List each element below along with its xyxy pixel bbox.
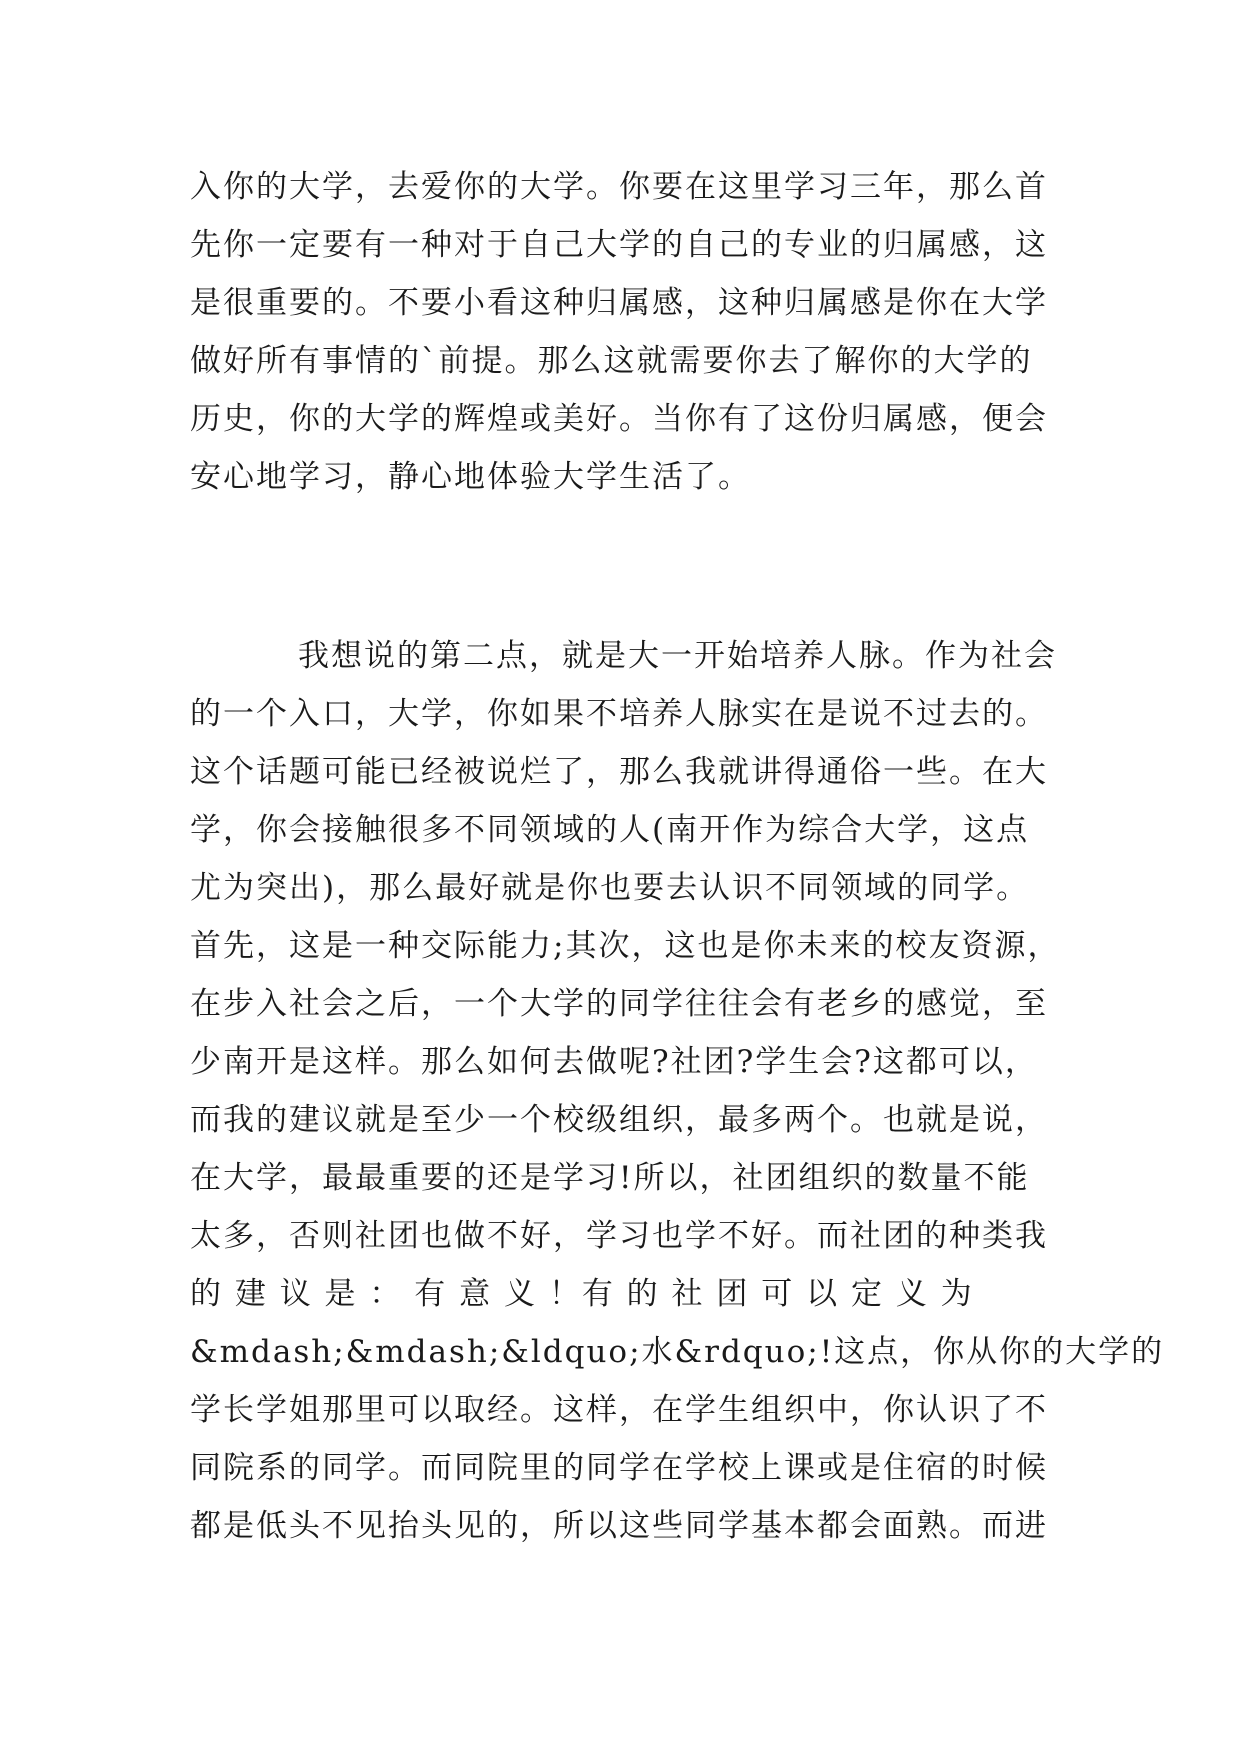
text-line: 少南开是这样。那么如何去做呢?社团?学生会?这都可以， [190, 1044, 1038, 1080]
text-line: 做好所有事情的`前提。那么这就需要你去了解你的大学的 [190, 343, 1033, 379]
text-line: 学，你会接触很多不同领域的人(南开作为综合大学，这点 [190, 812, 1030, 848]
text-line: 先你一定要有一种对于自己大学的自己的专业的归属感，这 [190, 227, 1048, 263]
text-line: 历史，你的大学的辉煌或美好。当你有了这份归属感，便会 [190, 401, 1048, 437]
text-line: 安心地学习，静心地体验大学生活了。 [190, 459, 751, 495]
text-line: 入你的大学，去爱你的大学。你要在这里学习三年，那么首 [190, 169, 1048, 205]
text-line: 尤为突出)，那么最好就是你也要去认识不同领域的同学。 [190, 870, 1030, 906]
text-line: 同院系的同学。而同院里的同学在学校上课或是住宿的时候 [190, 1450, 1048, 1486]
text-line: 都是低头不见抬头见的，所以这些同学基本都会面熟。而进 [190, 1508, 1048, 1544]
paragraph-1 [190, 158, 1070, 506]
text-line: 学长学姐那里可以取经。这样，在学生组织中，你认识了不 [190, 1392, 1048, 1428]
text-line: 在步入社会之后，一个大学的同学往往会有老乡的感觉，至 [190, 986, 1048, 1022]
paragraph-2 [190, 627, 1165, 1555]
text-line: 这个话题可能已经被说烂了，那么我就讲得通俗一些。在大 [190, 754, 1048, 790]
text-line: 太多，否则社团也做不好，学习也学不好。而社团的种类我 [190, 1218, 1048, 1254]
text-line: 的 建 议 是 ： 有 意 义 ！有 的 社 团 可 以 定 义 为 [190, 1276, 974, 1312]
text-line: 在大学，最最重要的还是学习!所以，社团组织的数量不能 [190, 1160, 1030, 1196]
text-line: 而我的建议就是至少一个校级组织，最多两个。也就是说， [190, 1102, 1048, 1138]
text-line: 的一个入口，大学，你如果不培养人脉实在是说不过去的。 [190, 696, 1048, 732]
text-line: 首先，这是一种交际能力;其次，这也是你未来的校友资源， [190, 928, 1061, 964]
text-line: &mdash;&mdash;&ldquo;水&rdquo;!这点，你从你的大学的 [190, 1334, 1165, 1370]
text-line: 我想说的第二点，就是大一开始培养人脉。作为社会 [298, 638, 1057, 674]
text-line: 是很重要的。不要小看这种归属感，这种归属感是你在大学 [190, 285, 1048, 321]
